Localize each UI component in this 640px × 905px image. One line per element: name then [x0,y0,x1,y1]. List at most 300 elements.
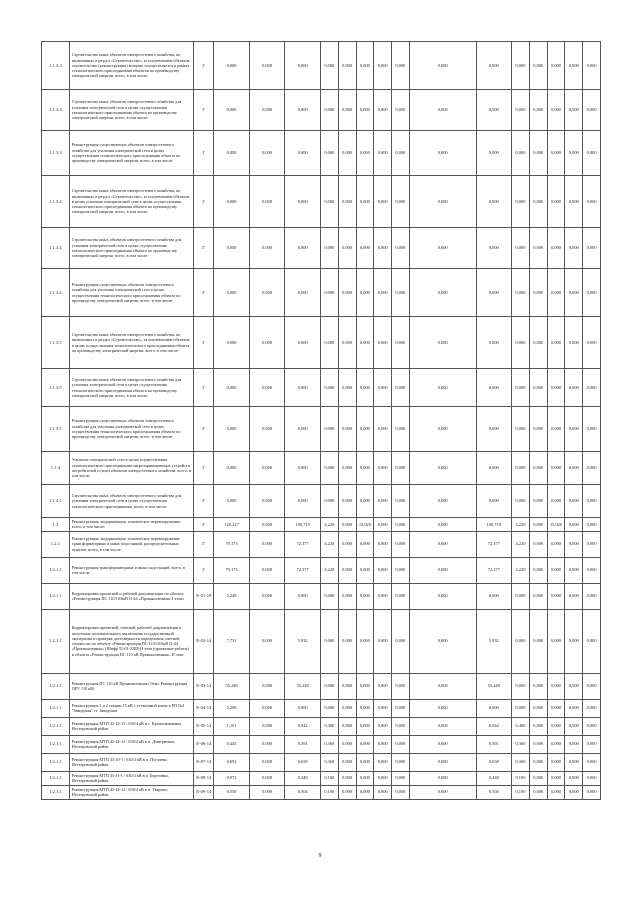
row-value: 0,000 [214,407,250,452]
row-value: 0,000 [476,369,512,407]
row-code: 1.1.3.4 [42,228,70,269]
row-value: 0,000 [409,90,476,131]
row-value: 0,000 [565,131,583,176]
row-value: 0,000 [356,131,374,176]
row-value: 0,000 [285,407,321,452]
row-value: 0,000 [374,785,392,799]
row-value: 0,000 [356,531,374,557]
row-value: 0,000 [338,42,356,90]
row-value: 0,000 [392,673,410,699]
row-value: 0,391 [285,735,321,753]
row-value: 0,000 [409,583,476,609]
row-value: 72,377 [285,557,321,583]
row-value: 0,000 [583,771,601,785]
row-code: 1.1.3.5 [42,369,70,407]
row-unit: E-03-14 [194,673,214,699]
row-value: 0,000 [565,735,583,753]
row-value: 0,000 [320,42,338,90]
row-value: 0,000 [374,176,392,228]
row-name: Строительство иных объектов электросетевого хозяйства для усиления электрической сети в целях осуществления технологического присоединения, всего, в том числе: [69,485,193,518]
row-value: 4,220 [320,557,338,583]
row-value: 0,000 [547,735,565,753]
row-value: 0,000 [249,407,285,452]
row-name: Строительство иных объектов электросетевого хозяйства для усиления электрической сети в целях осуществления технологического присоединения объекта по производству электрической энергии, всего, в том числе: [69,90,193,131]
row-value: 0,000 [374,452,392,485]
row-code: 1.1.3.5 [42,317,70,369]
row-value: 0,445 [214,735,250,753]
row-code: 1.2.1 [42,531,70,557]
row-value: 0,000 [320,485,338,518]
row-value: 0,000 [409,228,476,269]
row-value: 0,000 [374,369,392,407]
row-value: 0,000 [338,753,356,771]
row-value: 0,000 [249,583,285,609]
row-value: 0,000 [249,90,285,131]
row-value: 0,000 [249,176,285,228]
row-name: Усиление электрической сети в целях осуществления технологического присоединения энергопринимающих устройств потребителей и (или) объектов электросетевого хозяйства, всего, в том числе: [69,452,193,485]
row-value: 0,000 [547,369,565,407]
row-value: 0,000 [338,176,356,228]
row-value: 0,692 [214,753,250,771]
row-value: 0,000 [338,317,356,369]
row-value: 0,000 [547,673,565,699]
row-code: 1.1.4.1 [42,485,70,518]
row-value: 0,000 [356,717,374,735]
row-code: 1.1.3.4 [42,176,70,228]
row-value: 0,000 [320,583,338,609]
row-value: 0,000 [583,673,601,699]
row-value: 0,000 [529,176,547,228]
row-value: 120,227 [214,518,250,532]
row-value: 0,000 [583,609,601,673]
row-code: 1.2.1.1 [42,557,70,583]
row-value: 0,000 [249,131,285,176]
row-value: 0,000 [356,369,374,407]
row-value: 0,000 [356,609,374,673]
row-value: 0,000 [512,176,530,228]
row-value: 0,000 [547,131,565,176]
row-code: 1.2.1.1 [42,771,70,785]
table-row [42,407,601,452]
row-value: 0,000 [565,269,583,317]
row-value: 0,360 [320,753,338,771]
row-value: 0,000 [392,771,410,785]
row-value: 0,000 [476,90,512,131]
row-value: 0,000 [529,557,547,583]
row-value: 0,000 [214,485,250,518]
row-value: 0,000 [409,771,476,785]
row-value: 0,000 [249,518,285,532]
row-value: 0,000 [476,699,512,717]
row-value: 0,000 [249,452,285,485]
row-value: 0,000 [565,228,583,269]
row-value: 0,000 [374,557,392,583]
row-value: 2,248 [214,583,250,609]
row-value: 0,000 [374,317,392,369]
row-code: 1.2.1.1 [42,583,70,609]
row-value: 0,000 [565,317,583,369]
row-name: Реконструкция МТП 43-12-14 / 630/4 кВ в п. Дмитриевка, Нестеровский район [69,735,193,753]
row-value: 0,000 [409,753,476,771]
row-value: 0,000 [512,131,530,176]
row-value: 0,100 [512,785,530,799]
row-value: 0,000 [285,176,321,228]
row-value: 0,000 [583,228,601,269]
row-value: 0,000 [529,228,547,269]
row-value: 0,000 [409,735,476,753]
row-value: 0,360 [512,753,530,771]
row-value: 0,000 [565,583,583,609]
row-value: 0,000 [249,531,285,557]
row-value: 0,658 [476,753,512,771]
row-value: 0,000 [356,452,374,485]
row-value: 0,000 [320,317,338,369]
row-value: 0,000 [249,485,285,518]
row-unit: Г [194,407,214,452]
table-row [42,673,601,699]
row-value: 0,000 [392,557,410,583]
row-value: 0,000 [547,485,565,518]
row-value: 0,000 [565,407,583,452]
row-value: 0,000 [320,228,338,269]
row-unit: Г [194,369,214,407]
row-value: 0,000 [374,583,392,609]
row-value: 0,000 [214,131,250,176]
row-value: 5,932 [285,609,321,673]
row-value: 0,000 [547,557,565,583]
row-value: 0,000 [338,407,356,452]
table-row [42,90,601,131]
row-value: 79,173 [214,557,250,583]
row-name: Реконструкция ПС 110 кВ Промышленная (Этап: Реконструкция ОРУ 110 кВ) [69,673,193,699]
row-name: Корректировка проектной, сметной, рабочей документации и получение положительного заключения государственной экспертизы и проверка достоверности определения сметной стоимости по объекту «Реконструкция ПС 110/10/6кВ О-44 «Промышленная» (Шифр 31-01-2/009) I этап (проектные работы) и объекта «Реконструкция ПС 110 кВ Промышленная», II этап. [69,609,193,673]
row-unit: Г [194,42,214,90]
row-code: 1.1.3.3 [42,90,70,131]
row-value: 0,000 [392,228,410,269]
row-value: 0,000 [409,42,476,90]
row-value: 0,000 [356,583,374,609]
row-value: 4,220 [512,518,530,532]
row-value: 0,000 [547,531,565,557]
table-row [42,753,601,771]
row-code: 1.2.1.1 [42,699,70,717]
row-value: 0,448 [476,771,512,785]
row-value: 0,000 [374,609,392,673]
row-value: 0,000 [374,485,392,518]
page-number: 9 [318,853,322,859]
row-value: 0,000 [583,176,601,228]
row-value: 0,000 [356,485,374,518]
row-value: 0,000 [214,42,250,90]
row-value: 0,000 [547,452,565,485]
row-value: 0,000 [249,673,285,699]
row-value: 0,000 [356,785,374,799]
row-value: 0,000 [356,90,374,131]
row-value: 0,000 [214,452,250,485]
row-value: 0,000 [285,699,321,717]
row-value: 0,000 [476,269,512,317]
row-value: 0,000 [409,531,476,557]
row-value: 0,000 [338,673,356,699]
row-value: 0,000 [565,673,583,699]
row-value: 0,000 [249,785,285,799]
table-row [42,485,601,518]
row-value: 0,000 [338,452,356,485]
row-code: 1.2 [42,518,70,532]
row-value: 0,000 [529,518,547,532]
row-unit: E-05-14 [194,717,214,735]
row-unit: Г [194,131,214,176]
row-unit: Г [194,269,214,317]
row-value: 0,000 [529,131,547,176]
row-value: 0,000 [583,317,601,369]
row-value: 0,000 [374,735,392,753]
row-value: 0,000 [565,609,583,673]
row-value: 0,000 [356,407,374,452]
row-value: 0,000 [356,269,374,317]
row-value: 0,000 [409,717,476,735]
row-value: 0,000 [374,673,392,699]
table-row [42,518,601,532]
row-value: 0,000 [320,452,338,485]
row-value: 0,000 [214,176,250,228]
row-value: 72,377 [285,531,321,557]
row-name: Строительство иных объектов электросетевого хозяйства для усиления электрической сети в целях осуществления технологического присоединения объекта по производству электрической энергии, всего, в том числе: [69,228,193,269]
row-value: 0,000 [356,673,374,699]
row-value: 0,000 [249,735,285,753]
row-value: 0,000 [392,518,410,532]
row-value: 0,000 [285,452,321,485]
row-value: 0,000 [512,485,530,518]
table-row [42,176,601,228]
row-value: 0,000 [214,369,250,407]
row-value: 0,000 [392,609,410,673]
row-value: 0,000 [512,407,530,452]
row-name: Реконструкция, модернизация, техническое перевооружение, всего, в том числе: [69,518,193,532]
row-unit: E-02-14 [194,609,214,673]
row-value: 0,000 [512,583,530,609]
row-value: 0,000 [476,42,512,90]
row-value: 55,248 [214,673,250,699]
row-value: 0,000 [285,369,321,407]
row-value: 0,000 [583,785,601,799]
row-value: 0,000 [512,90,530,131]
row-value: 7,731 [214,609,250,673]
row-value: 0,000 [392,753,410,771]
row-value: 0,000 [529,452,547,485]
row-value: 0,000 [409,785,476,799]
row-name: Строительство иных объектов электросетевого хозяйства, не включенных в раздел «Строительство», за исключением объектов в целях усиления электрической сети в целях осуществления технологического присоединения объекта по производству электрической энергии, всего, в том числе: [69,176,193,228]
row-value: 0,000 [583,753,601,771]
row-value: 0,000 [512,699,530,717]
row-value: 0,000 [547,269,565,317]
row-unit: Г [194,317,214,369]
row-value: 0,000 [409,609,476,673]
row-name: Реконструкция МТП 43-11-1 / 630/4 кВ в п. Березовка, Нестеровский район [69,771,193,785]
row-value: 0,000 [565,531,583,557]
row-value: 0,000 [529,771,547,785]
row-value: 0,391 [476,735,512,753]
row-value: 0,000 [565,785,583,799]
row-value: 0,558 [214,785,250,799]
table-row [42,452,601,485]
row-value: 0,000 [320,90,338,131]
table-row [42,735,601,753]
row-value: 0,000 [409,176,476,228]
row-value: 0,000 [320,131,338,176]
row-value: 0,000 [583,735,601,753]
row-value: 0,000 [529,609,547,673]
row-value: 0,000 [338,369,356,407]
row-name: Реконструкция МТП 43-10-1 / 630/4 кВ в п. Пугачево, Нестеровский район [69,753,193,771]
row-value: 0,000 [356,42,374,90]
row-value: 0,000 [409,452,476,485]
row-value: 15,020 [547,518,565,532]
row-code: 1.2.1.1 [42,753,70,771]
row-value: 0,000 [565,771,583,785]
row-name: Строительство иных объектов электросетевого хозяйства, не включенных в раздел «Строительство», за исключением объектов в целях осуществления технологического присоединения объекта по производству электрической энергии, всего, в том числе: [69,317,193,369]
row-value: 0,000 [356,771,374,785]
row-value: 0,000 [583,518,601,532]
row-value: 0,000 [409,518,476,532]
row-value: 2,208 [214,699,250,717]
row-value: 0,000 [583,407,601,452]
row-value: 0,000 [392,131,410,176]
row-name: Реконструкция МТП 43-12-13 / 630/4 кВ в с. Краснознаменка, Нестеровский район [69,717,193,735]
row-value: 0,000 [338,485,356,518]
row-name: Реконструкция МТП 43-12-12 / 630/4 кВ в п. Уварово, Нестеровский район [69,785,193,799]
row-value: 0,000 [392,785,410,799]
row-name: Реконструкция существующих объектов электросетевого хозяйства для усиления электрической сети в целях осуществления технологического присоединения объекта по производству электрической энергии, всего, в том числе: [69,407,193,452]
row-value: 0,000 [285,485,321,518]
row-value: 0,000 [409,699,476,717]
row-code: 1.1.3.3 [42,42,70,90]
row-value: 0,000 [285,90,321,131]
row-value: 0,000 [320,176,338,228]
row-value: 0,000 [409,131,476,176]
row-unit: E-08-14 [194,771,214,785]
row-value: 0,000 [338,518,356,532]
row-value: 0,000 [409,369,476,407]
row-value: 0,000 [565,369,583,407]
row-value: 0,000 [374,531,392,557]
row-value: 0,000 [547,317,565,369]
row-name: Реконструкция 1 и 2 секции 15 кВ с установкой ячеек в РП №4 "Заводская" ст. Заводская [69,699,193,717]
row-value: 0,000 [529,753,547,771]
row-name: Строительство иных объектов электросетевого хозяйства, не включенных в раздел «Строительство», за исключением объектов, строительство (реконструкция) которых осуществляется в рамках технологического присоединения объектов по производству электрической энергии, всего, в том числе: [69,42,193,90]
row-value: 0,000 [512,317,530,369]
row-value: 0,000 [392,369,410,407]
row-value: 0,944 [285,717,321,735]
row-value: 0,000 [249,269,285,317]
row-value: 0,000 [583,699,601,717]
table-row [42,228,601,269]
row-value: 0,000 [547,753,565,771]
row-value: 0,000 [512,369,530,407]
row-value: 0,000 [392,531,410,557]
row-value: 0,000 [565,717,583,735]
row-value: 0,000 [583,452,601,485]
row-value: 0,000 [565,452,583,485]
row-value: 0,000 [249,753,285,771]
row-value: 0,000 [249,369,285,407]
row-value: 0,000 [374,771,392,785]
row-value: 0,000 [392,485,410,518]
row-value: 4,220 [512,557,530,583]
row-value: 0,360 [320,735,338,753]
row-value: 0,000 [338,609,356,673]
row-value: 0,504 [285,785,321,799]
row-value: 0,000 [374,753,392,771]
row-value: 0,000 [409,557,476,583]
row-code: 1.2.1.1 [42,735,70,753]
row-value: 0,000 [374,90,392,131]
table-row [42,785,601,799]
row-value: 0,000 [547,176,565,228]
row-value: 0,000 [583,485,601,518]
row-value: 0,000 [285,583,321,609]
row-value: 0,000 [320,369,338,407]
row-value: 0,658 [285,753,321,771]
row-value: 0,000 [338,785,356,799]
row-value: 0,100 [320,771,338,785]
row-code: 1.1.3.4 [42,269,70,317]
row-value: 0,000 [547,407,565,452]
row-value: 0,000 [392,699,410,717]
row-value: 0,000 [476,452,512,485]
row-value: 0,000 [529,90,547,131]
row-unit: Г [194,228,214,269]
row-value: 0,000 [392,583,410,609]
row-value: 0,000 [338,771,356,785]
row-unit: Г [194,176,214,228]
row-value: 0,000 [249,699,285,717]
row-value: 0,000 [392,42,410,90]
row-value: 72,377 [476,557,512,583]
row-value: 0,000 [356,735,374,753]
row-value: 0,000 [374,699,392,717]
row-value: 0,000 [285,269,321,317]
row-value: 0,000 [512,42,530,90]
row-value: 0,000 [565,485,583,518]
row-value: 0,000 [392,717,410,735]
row-value: 0,000 [285,42,321,90]
row-unit: E-09-14 [194,785,214,799]
row-value: 0,000 [529,785,547,799]
row-value: 0,000 [476,317,512,369]
row-value: 0,000 [338,557,356,583]
row-value: 0,000 [249,771,285,785]
row-value: 0,000 [392,176,410,228]
row-value: 0,972 [214,771,250,785]
row-value: 0,000 [338,90,356,131]
row-value: 0,000 [320,609,338,673]
row-value: 0,000 [409,673,476,699]
row-unit: Г [194,90,214,131]
row-value: 0,000 [529,673,547,699]
row-value: 72,377 [476,531,512,557]
row-value: 0,000 [356,228,374,269]
row-code: 1.1.3.5 [42,407,70,452]
row-value: 0,360 [512,735,530,753]
row-unit: Г [194,557,214,583]
row-value: 0,000 [547,771,565,785]
row-value: 0,000 [476,228,512,269]
row-value: 0,000 [565,753,583,771]
row-unit: E-01-19 [194,583,214,609]
row-value: 0,000 [583,369,601,407]
row-value: 0,000 [529,583,547,609]
